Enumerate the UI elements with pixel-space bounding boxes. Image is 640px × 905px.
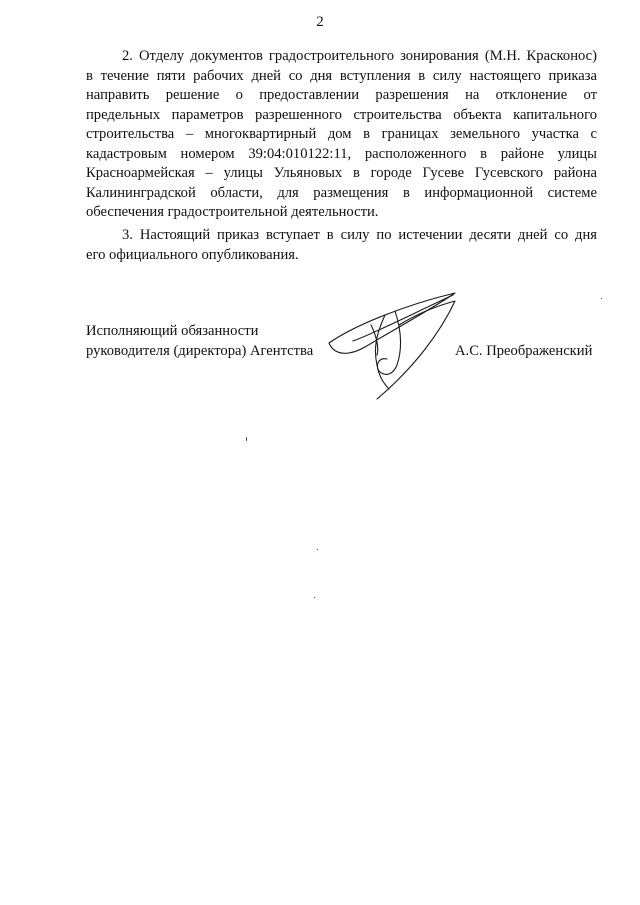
scan-speck [246, 437, 247, 441]
paragraph-line: предельных параметров разрешенного строительства объекта капитального [86, 106, 597, 123]
paragraph-line: Калининградской области, для размещения в информационной системе [86, 184, 597, 201]
handwritten-signature [315, 285, 475, 410]
paragraph-line: 3. Настоящий приказ вступает в силу по истечении десяти дней со дня [122, 227, 597, 243]
signer-name: А.С. Преображенский [455, 343, 593, 359]
page-number: 2 [316, 14, 324, 30]
paragraph-2 [86, 47, 597, 223]
paragraph-line: Красноармейская – улицы Ульяновых в городе Гусеве Гусевского района [86, 165, 597, 181]
paragraph-line: кадастровым номером 39:04:010122:11, расположенного в районе улицы [86, 145, 597, 162]
signer-title-line-2: руководителя (директора) Агентства [86, 343, 314, 359]
paragraph-line: в течение пяти рабочих дней со дня вступления в силу настоящего приказа [86, 67, 597, 84]
signer-title [86, 321, 313, 361]
scan-speck [317, 549, 318, 550]
paragraph-line: направить решение о предоставлении разрешения на отклонение от [86, 87, 597, 103]
scan-speck [314, 597, 315, 598]
paragraph-line: 2. Отделу документов градостроительного зонирования (М.Н. Красконос) [122, 48, 597, 64]
signer-title-line-1: Исполняющий обязанности [86, 323, 259, 339]
paragraph-3 [86, 226, 597, 265]
scan-speck [601, 298, 602, 299]
paragraph-line: его официального опубликования. [86, 246, 299, 263]
paragraph-line: строительства – многоквартирный дом в границах земельного участка с [86, 126, 597, 142]
paragraph-line: обеспечения градостроительной деятельности. [86, 204, 379, 220]
